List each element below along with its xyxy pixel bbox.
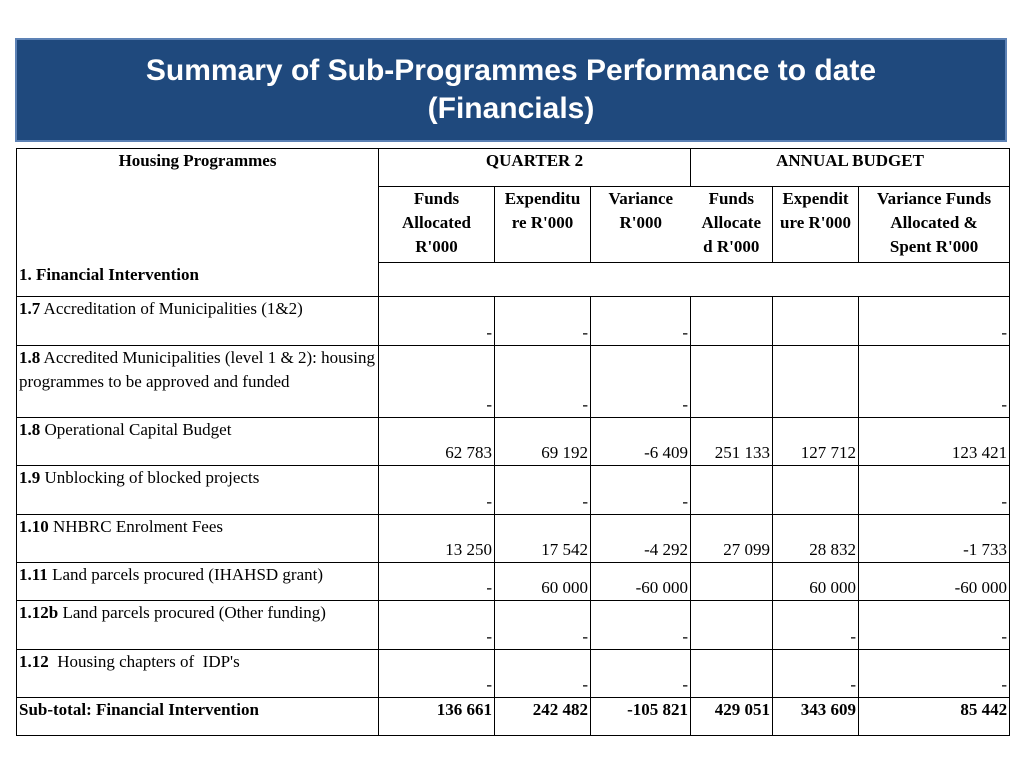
cell-q2-variance: -60 000 xyxy=(591,563,691,601)
cell-annual-expenditure: - xyxy=(773,601,859,650)
cell-annual-variance: - xyxy=(859,466,1010,515)
cell-q2-variance: -6 409 xyxy=(591,418,691,466)
cell-q2-expenditure: - xyxy=(495,346,591,418)
cell-annual-funds-allocated xyxy=(691,466,773,515)
cell-annual-expenditure xyxy=(773,466,859,515)
row-code: 1.11 xyxy=(19,565,48,584)
row-description: Housing chapters of IDP's xyxy=(48,652,240,671)
slide-title-banner xyxy=(15,38,1007,142)
row-code: 1.9 xyxy=(19,468,41,487)
row-1-8-accredited xyxy=(17,346,1010,418)
row-code: 1.8 xyxy=(19,420,41,439)
row-code: 1.12b xyxy=(19,603,59,622)
subtotal-q2-funds-allocated: 136 661 xyxy=(379,698,495,736)
cell-annual-variance: - xyxy=(859,601,1010,650)
subtotal-annual-funds-allocated: 429 051 xyxy=(691,698,773,736)
cell-annual-funds-allocated xyxy=(691,563,773,601)
row-label xyxy=(17,515,379,563)
cell-q2-expenditure: - xyxy=(495,601,591,650)
cell-q2-expenditure: - xyxy=(495,650,591,698)
row-label xyxy=(17,466,379,515)
cell-annual-variance: 123 421 xyxy=(859,418,1010,466)
row-description: Accredited Municipalities (level 1 & 2): housing programmes to be approved and funded xyxy=(19,348,380,391)
header-q2-variance: Variance R'000 xyxy=(591,187,691,263)
cell-annual-variance: -60 000 xyxy=(859,563,1010,601)
header-annual-funds-allocated: Funds Allocate d R'000 xyxy=(691,187,773,263)
cell-annual-expenditure: 127 712 xyxy=(773,418,859,466)
header-annual-variance: Variance Funds Allocated & Spent R'000 xyxy=(859,187,1010,263)
cell-annual-expenditure xyxy=(773,346,859,418)
cell-q2-expenditure: 60 000 xyxy=(495,563,591,601)
row-description: NHBRC Enrolment Fees xyxy=(48,517,223,536)
header-annual-budget: ANNUAL BUDGET xyxy=(691,149,1010,187)
cell-q2-funds-allocated: - xyxy=(379,346,495,418)
cell-q2-variance: - xyxy=(591,346,691,418)
row-1-8-operational xyxy=(17,418,1010,466)
cell-q2-variance: - xyxy=(591,466,691,515)
section-label: 1. Financial Intervention xyxy=(17,263,379,297)
cell-annual-expenditure: - xyxy=(773,650,859,698)
cell-q2-variance: -4 292 xyxy=(591,515,691,563)
cell-annual-variance: - xyxy=(859,297,1010,346)
cell-q2-expenditure: 69 192 xyxy=(495,418,591,466)
row-label xyxy=(17,650,379,698)
cell-q2-variance: - xyxy=(591,650,691,698)
row-label xyxy=(17,601,379,650)
row-1-7 xyxy=(17,297,1010,346)
cell-q2-funds-allocated: 62 783 xyxy=(379,418,495,466)
cell-q2-expenditure: - xyxy=(495,466,591,515)
cell-q2-variance: - xyxy=(591,297,691,346)
row-description: Unblocking of blocked projects xyxy=(40,468,260,487)
header-quarter-2: QUARTER 2 xyxy=(379,149,691,187)
header-q2-funds-allocated: Funds Allocated R'000 xyxy=(379,187,495,263)
cell-q2-variance: - xyxy=(591,601,691,650)
cell-annual-funds-allocated: 251 133 xyxy=(691,418,773,466)
cell-annual-variance: -1 733 xyxy=(859,515,1010,563)
slide-title: Summary of Sub-Programmes Performance to date (Financials) xyxy=(145,54,877,125)
subtotal-q2-variance: -105 821 xyxy=(591,698,691,736)
row-description: Land parcels procured (IHAHSD grant) xyxy=(47,565,324,584)
cell-q2-funds-allocated: - xyxy=(379,563,495,601)
subtotal-label: Sub-total: Financial Intervention xyxy=(17,698,379,736)
row-1-12b xyxy=(17,601,1010,650)
header-housing-programmes: Housing Programmes xyxy=(17,149,379,263)
row-code: 1.10 xyxy=(19,517,49,536)
row-label xyxy=(17,418,379,466)
header-annual-expenditure: Expendit ure R'000 xyxy=(773,187,859,263)
row-1-11 xyxy=(17,563,1010,601)
cell-q2-expenditure: 17 542 xyxy=(495,515,591,563)
cell-annual-funds-allocated xyxy=(691,297,773,346)
cell-annual-funds-allocated xyxy=(691,601,773,650)
row-1-12 xyxy=(17,650,1010,698)
row-code: 1.8 xyxy=(19,348,41,367)
cell-q2-funds-allocated: - xyxy=(379,466,495,515)
financial-summary-table xyxy=(16,148,1010,736)
cell-annual-funds-allocated xyxy=(691,650,773,698)
header-q2-expenditure: Expenditu re R'000 xyxy=(495,187,591,263)
cell-annual-funds-allocated: 27 099 xyxy=(691,515,773,563)
subtotal-annual-expenditure: 343 609 xyxy=(773,698,859,736)
row-label xyxy=(17,346,379,418)
section-spacer xyxy=(379,263,1010,297)
row-1-9 xyxy=(17,466,1010,515)
section-row xyxy=(17,263,1010,297)
table-header-row xyxy=(17,149,1010,187)
cell-annual-variance: - xyxy=(859,650,1010,698)
row-code: 1.7 xyxy=(19,299,41,318)
cell-annual-funds-allocated xyxy=(691,346,773,418)
cell-q2-funds-allocated: - xyxy=(379,297,495,346)
row-code: 1.12 xyxy=(19,652,49,671)
row-label xyxy=(17,297,379,346)
row-subtotal xyxy=(17,698,1010,736)
cell-q2-funds-allocated: - xyxy=(379,650,495,698)
cell-q2-funds-allocated: - xyxy=(379,601,495,650)
cell-annual-expenditure xyxy=(773,297,859,346)
row-description: Accreditation of Municipalities (1&2) xyxy=(40,299,303,318)
cell-q2-funds-allocated: 13 250 xyxy=(379,515,495,563)
subtotal-annual-variance: 85 442 xyxy=(859,698,1010,736)
row-1-10 xyxy=(17,515,1010,563)
cell-annual-variance: - xyxy=(859,346,1010,418)
cell-annual-expenditure: 28 832 xyxy=(773,515,859,563)
subtotal-q2-expenditure: 242 482 xyxy=(495,698,591,736)
cell-q2-expenditure: - xyxy=(495,297,591,346)
cell-annual-expenditure: 60 000 xyxy=(773,563,859,601)
row-description: Operational Capital Budget xyxy=(40,420,232,439)
row-label xyxy=(17,563,379,601)
row-description: Land parcels procured (Other funding) xyxy=(58,603,326,622)
